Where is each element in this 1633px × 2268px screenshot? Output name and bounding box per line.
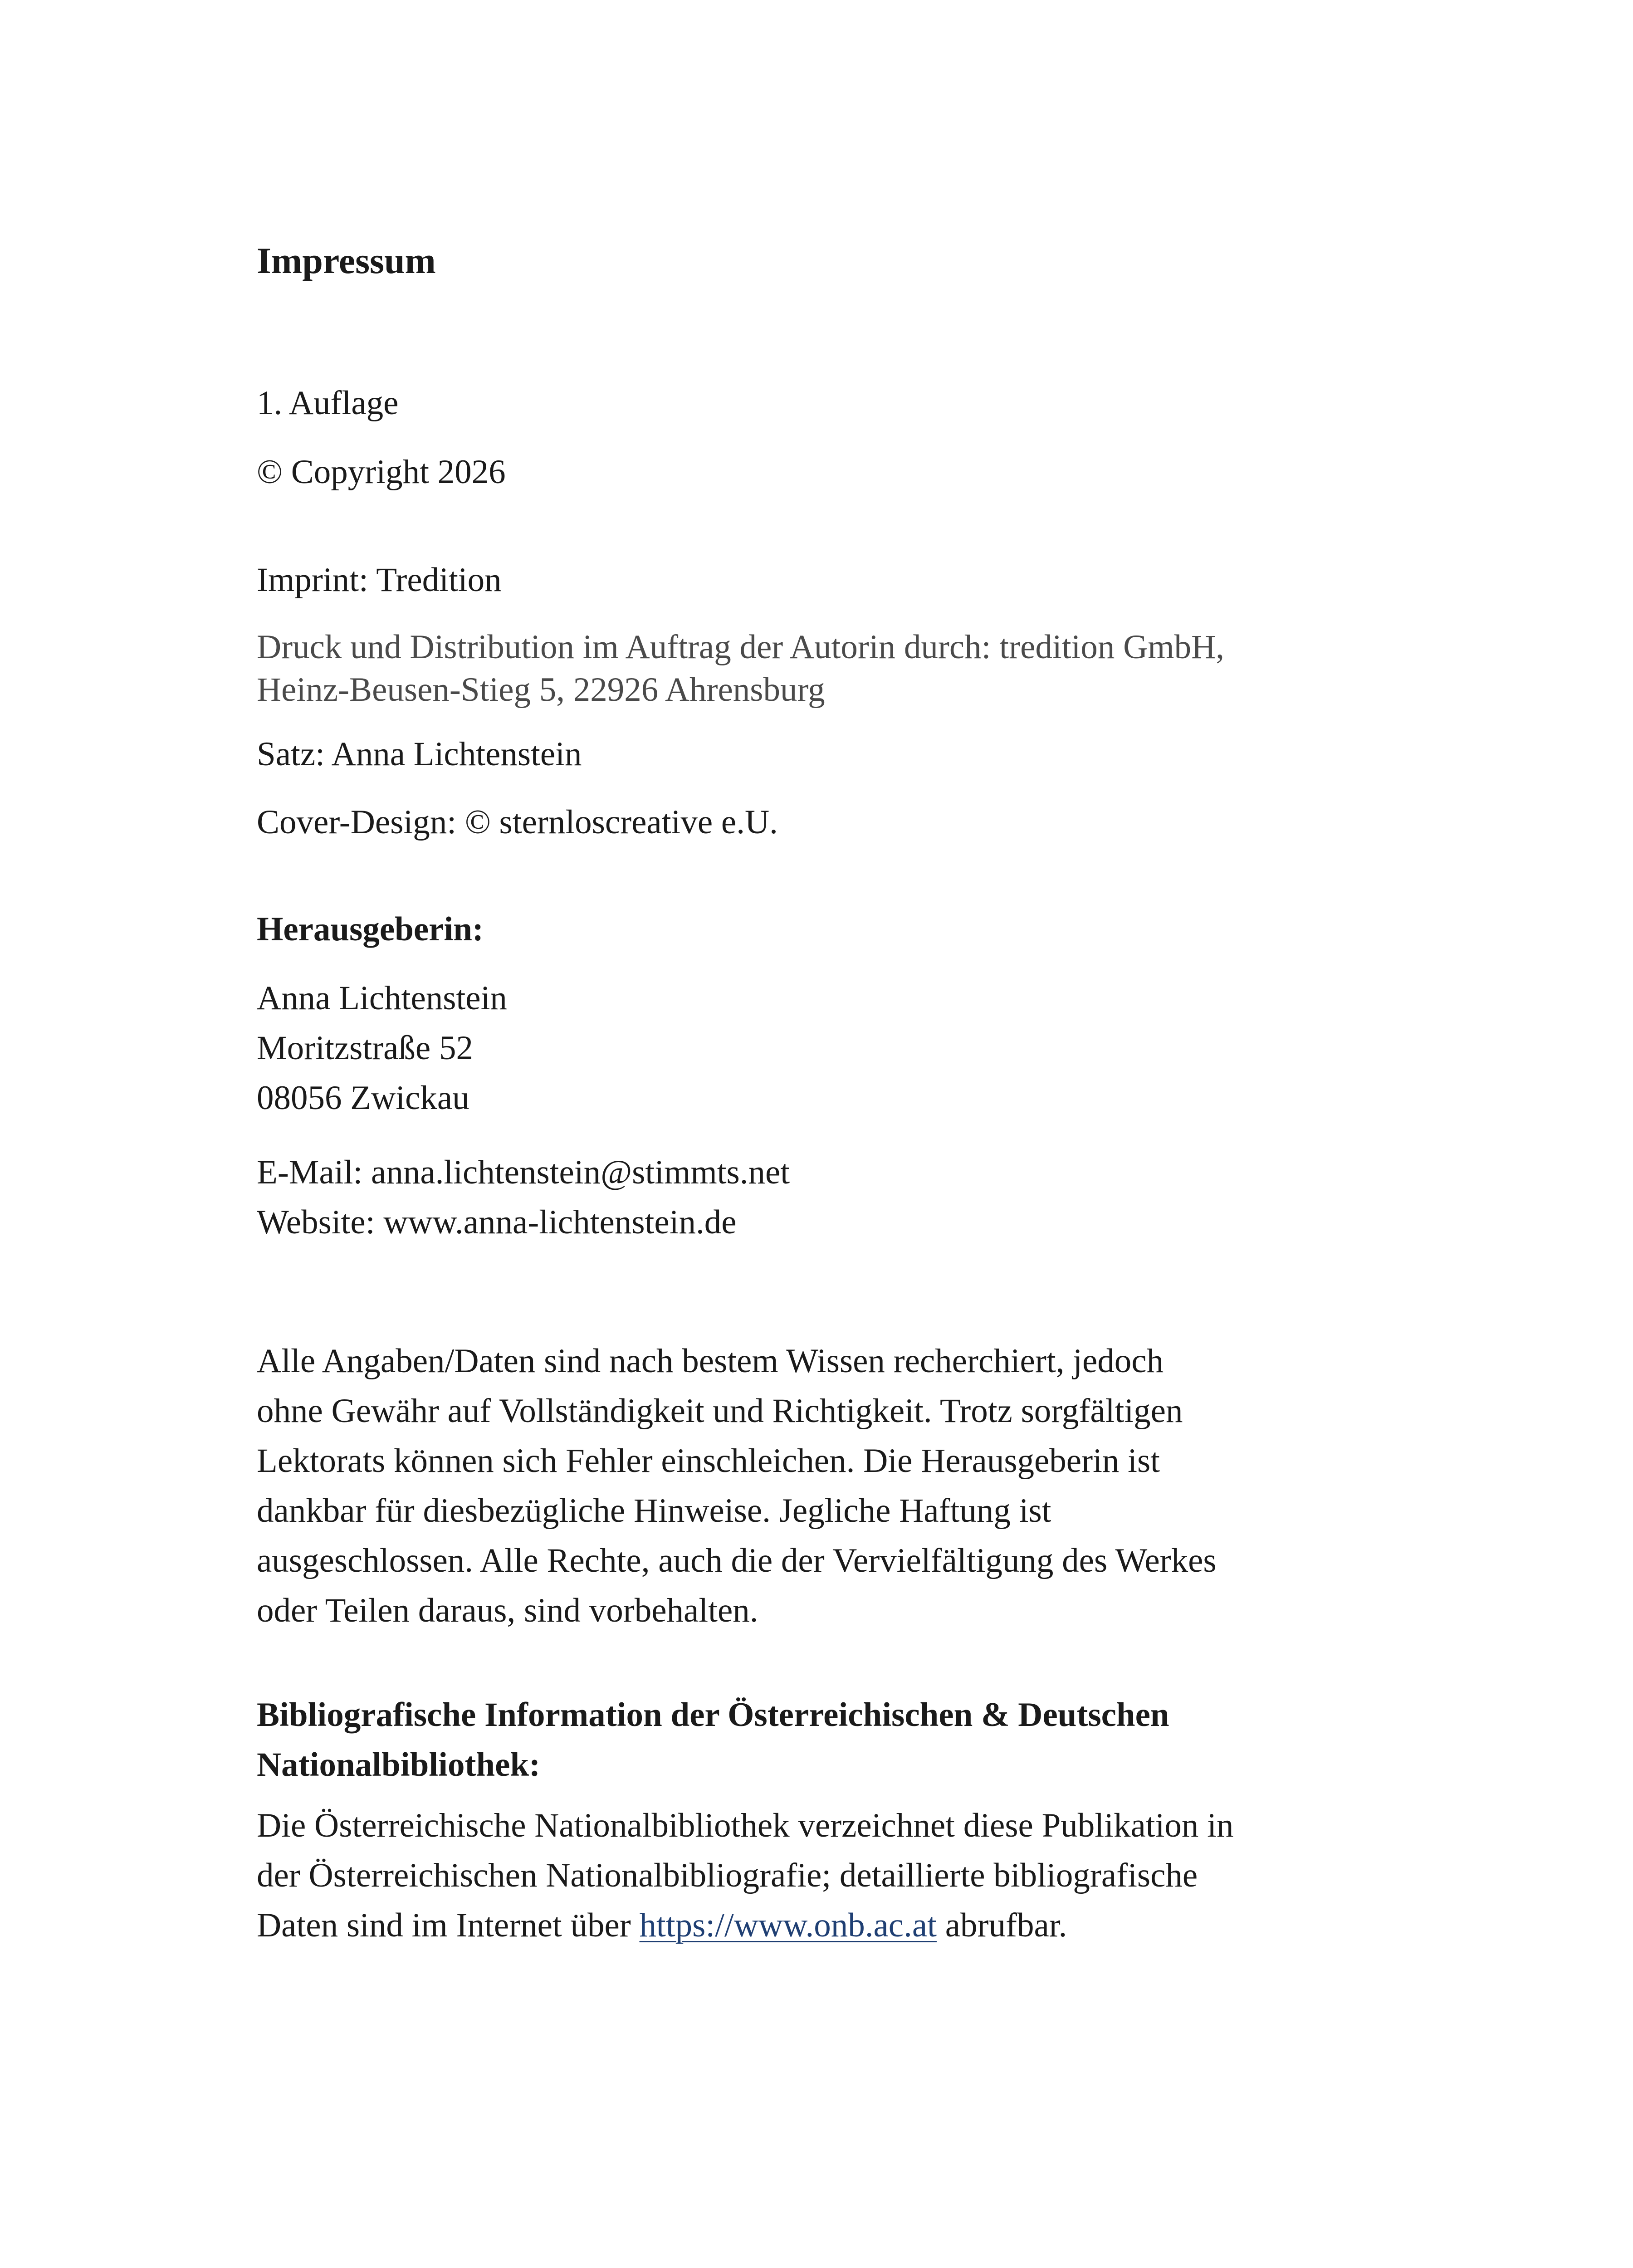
- disclaimer-line: ausgeschlossen. Alle Rechte, auch die der Vervielfältigung des Werkes: [257, 1542, 1217, 1579]
- publisher-contact: [257, 1148, 1391, 1247]
- bibliography-line-3-before: Daten sind im Internet über: [257, 1906, 640, 1944]
- disclaimer-line: ohne Gewähr auf Vollständigkeit und Richtigkeit. Trotz sorgfältigen: [257, 1392, 1183, 1430]
- onb-link[interactable]: https://www.onb.ac.at: [639, 1906, 937, 1944]
- bibliography-heading: [257, 1690, 1391, 1790]
- distribution-text: [257, 626, 1391, 711]
- bibliography-paragraph: [257, 1801, 1391, 1950]
- publisher-email: E-Mail: anna.lichtenstein@stimmts.net: [257, 1154, 790, 1191]
- edition-text: 1. Auflage: [257, 384, 399, 422]
- publisher-city: 08056 Zwickau: [257, 1079, 469, 1117]
- publisher-website: Website: www.anna-lichtenstein.de: [257, 1203, 737, 1241]
- publisher-label: Herausgeberin:: [257, 910, 484, 948]
- bibliography-line-3-after: abrufbar.: [936, 1906, 1067, 1944]
- disclaimer-paragraph: [257, 1336, 1391, 1636]
- publisher-address: [257, 973, 1391, 1123]
- disclaimer-line: oder Teilen daraus, sind vorbehalten.: [257, 1592, 758, 1629]
- copyright-text: © Copyright 2026: [257, 453, 506, 491]
- bibliography-line-3: [257, 1901, 1391, 1950]
- distribution-line-2: Heinz-Beusen-Stieg 5, 22926 Ahrensburg: [257, 671, 825, 709]
- publisher-name: Anna Lichtenstein: [257, 979, 507, 1017]
- publisher-street: Moritzstraße 52: [257, 1029, 473, 1067]
- cover-design-text: Cover-Design: © sternloscreative e.U.: [257, 803, 778, 841]
- disclaimer-line: Alle Angaben/Daten sind nach bestem Wissen recherchiert, jedoch: [257, 1342, 1164, 1380]
- imprint-text: Imprint: Tredition: [257, 561, 502, 599]
- bibliography-heading-line-2: Nationalbibliothek:: [257, 1746, 541, 1784]
- typesetting-text: Satz: Anna Lichtenstein: [257, 735, 582, 773]
- disclaimer-line: Lektorats können sich Fehler einschleichen. Die Herausgeberin ist: [257, 1442, 1160, 1480]
- page-title: Impressum: [257, 240, 436, 281]
- bibliography-line-1: Die Österreichische Nationalbibliothek verzeichnet diese Publikation in: [257, 1807, 1234, 1844]
- bibliography-line-2: der Österreichischen Nationalbibliografie; detaillierte bibliografische: [257, 1857, 1198, 1894]
- distribution-line-1: Druck und Distribution im Auftrag der Autorin durch: tredition GmbH,: [257, 628, 1225, 666]
- bibliography-heading-line-1: Bibliografische Information der Österreichischen & Deutschen: [257, 1696, 1169, 1734]
- disclaimer-line: dankbar für diesbezügliche Hinweise. Jegliche Haftung ist: [257, 1492, 1051, 1530]
